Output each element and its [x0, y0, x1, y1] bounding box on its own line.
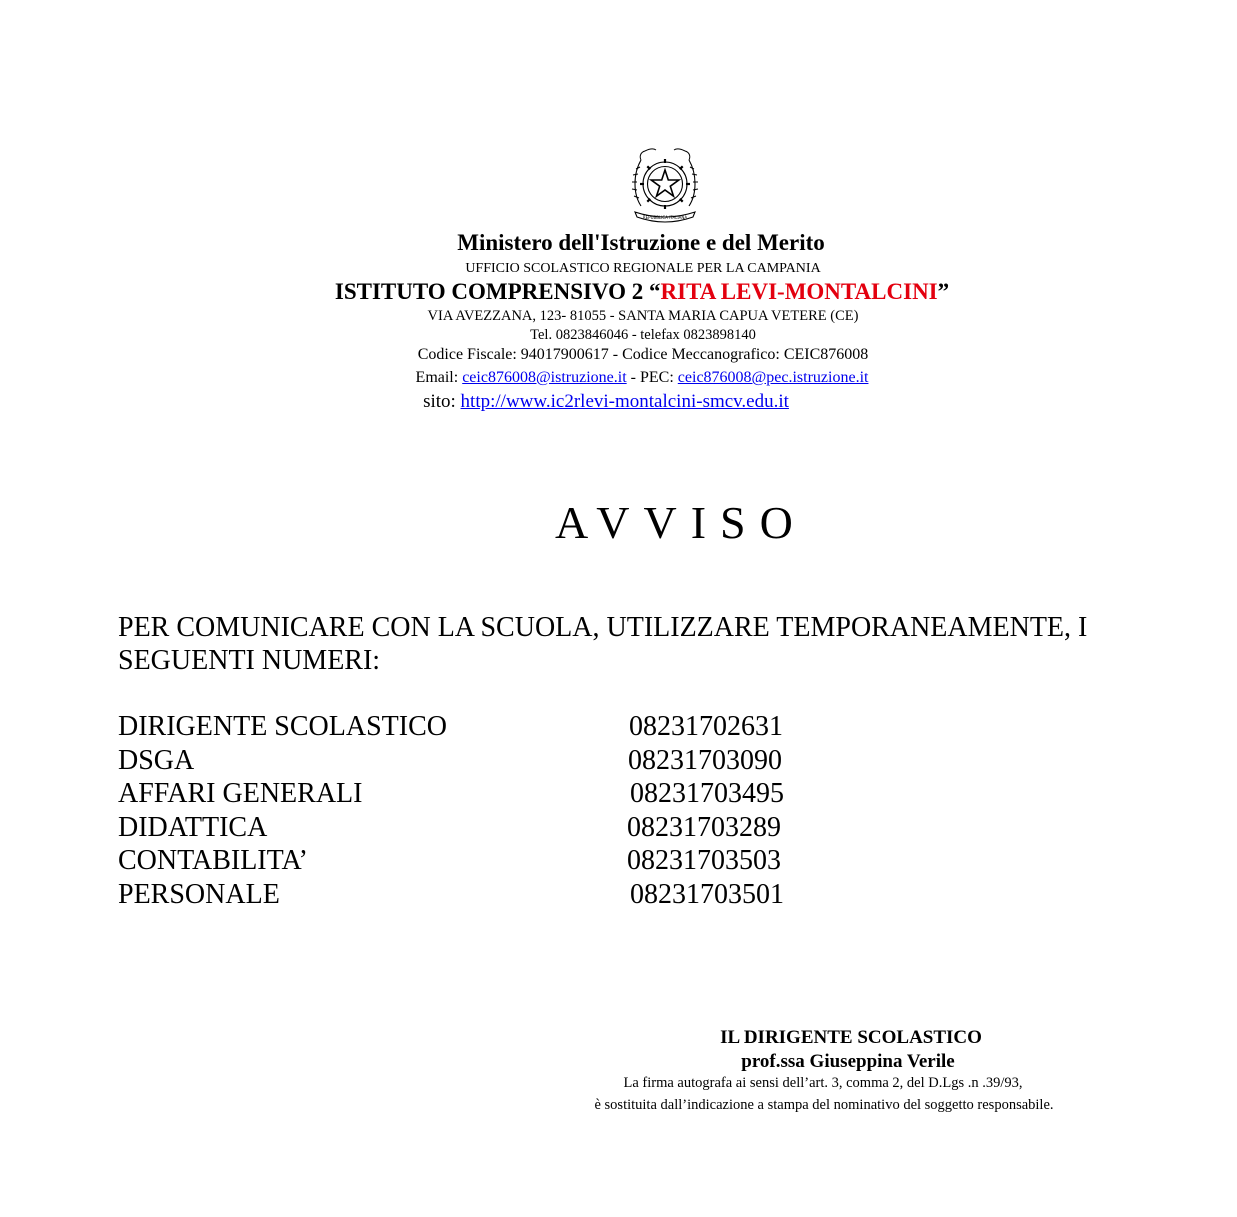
- pec-label: - PEC:: [626, 369, 678, 386]
- contact-row: [118, 711, 818, 745]
- institute-suffix: ”: [937, 279, 950, 304]
- school-phone: Tel. 0823846046 - telefax 0823898140: [530, 327, 756, 343]
- email-label: Email:: [415, 369, 463, 386]
- signature-name: prof.ssa Giuseppina Verile: [741, 1051, 955, 1072]
- notice-intro: PER COMUNICARE CON LA SCUOLA, UTILIZZARE TEMPORANEAMENTE, I SEGUENTI NUMERI:: [118, 612, 1088, 676]
- contact-office: DIRIGENTE SCOLASTICO: [118, 711, 447, 742]
- website-link[interactable]: http://www.ic2rlevi-montalcini-smcv.edu.it: [460, 391, 789, 412]
- signature-note: La firma autografa ai sensi dell’art. 3, comma 2, del D.Lgs .n .39/93,: [623, 1075, 1023, 1091]
- institute-highlighted-name: RITA LEVI-MONTALCINI: [660, 279, 938, 304]
- contact-office: DSGA: [118, 744, 195, 776]
- ministry-name: Ministero dell'Istruzione e del Merito: [457, 230, 825, 255]
- svg-text:REPUBBLICA ITALIANA: REPUBBLICA ITALIANA: [642, 215, 688, 220]
- website-label: sito:: [423, 391, 461, 412]
- pec-link[interactable]: ceic876008@pec.istruzione.it: [677, 369, 869, 386]
- institute-prefix: ISTITUTO COMPRENSIVO 2 “: [334, 279, 661, 304]
- notice-title: AVVISO: [555, 497, 807, 548]
- regional-office: UFFICIO SCOLASTICO REGIONALE PER LA CAMPANIA: [465, 261, 821, 276]
- contact-office: AFFARI GENERALI: [118, 778, 363, 809]
- contact-row: [118, 778, 818, 812]
- contact-list: [118, 711, 818, 912]
- contact-number: 08231703289: [627, 811, 781, 843]
- contact-office: DIDATTICA: [118, 811, 268, 843]
- contact-row: [118, 745, 818, 779]
- signature-note: è sostituita dall’indicazione a stampa del nominativo del soggetto responsabile.: [594, 1097, 1054, 1113]
- institute-name: [335, 279, 949, 305]
- contact-row: [118, 812, 818, 846]
- website-line: [423, 391, 789, 413]
- email-link[interactable]: ceic876008@istruzione.it: [462, 369, 627, 386]
- contact-number: 08231703090: [628, 744, 782, 776]
- contact-number: 08231703503: [627, 845, 781, 876]
- contact-number: 08231702631: [629, 711, 783, 742]
- contact-office: PERSONALE: [118, 878, 280, 910]
- fiscal-codes: Codice Fiscale: 94017900617 - Codice Meccanografico: CEIC876008: [417, 346, 869, 363]
- signature-title: IL DIRIGENTE SCOLASTICO: [720, 1027, 982, 1048]
- contact-row: [118, 879, 818, 913]
- school-address: VIA AVEZZANA, 123- 81055 - SANTA MARIA CAPUA VETERE (CE): [427, 308, 859, 324]
- contact-number: 08231703495: [630, 778, 784, 809]
- contact-number: 08231703501: [630, 878, 784, 910]
- contact-office: CONTABILITA’: [118, 845, 308, 876]
- contact-row: [118, 845, 818, 879]
- email-line: [416, 369, 869, 387]
- italian-republic-emblem-icon: [627, 146, 703, 226]
